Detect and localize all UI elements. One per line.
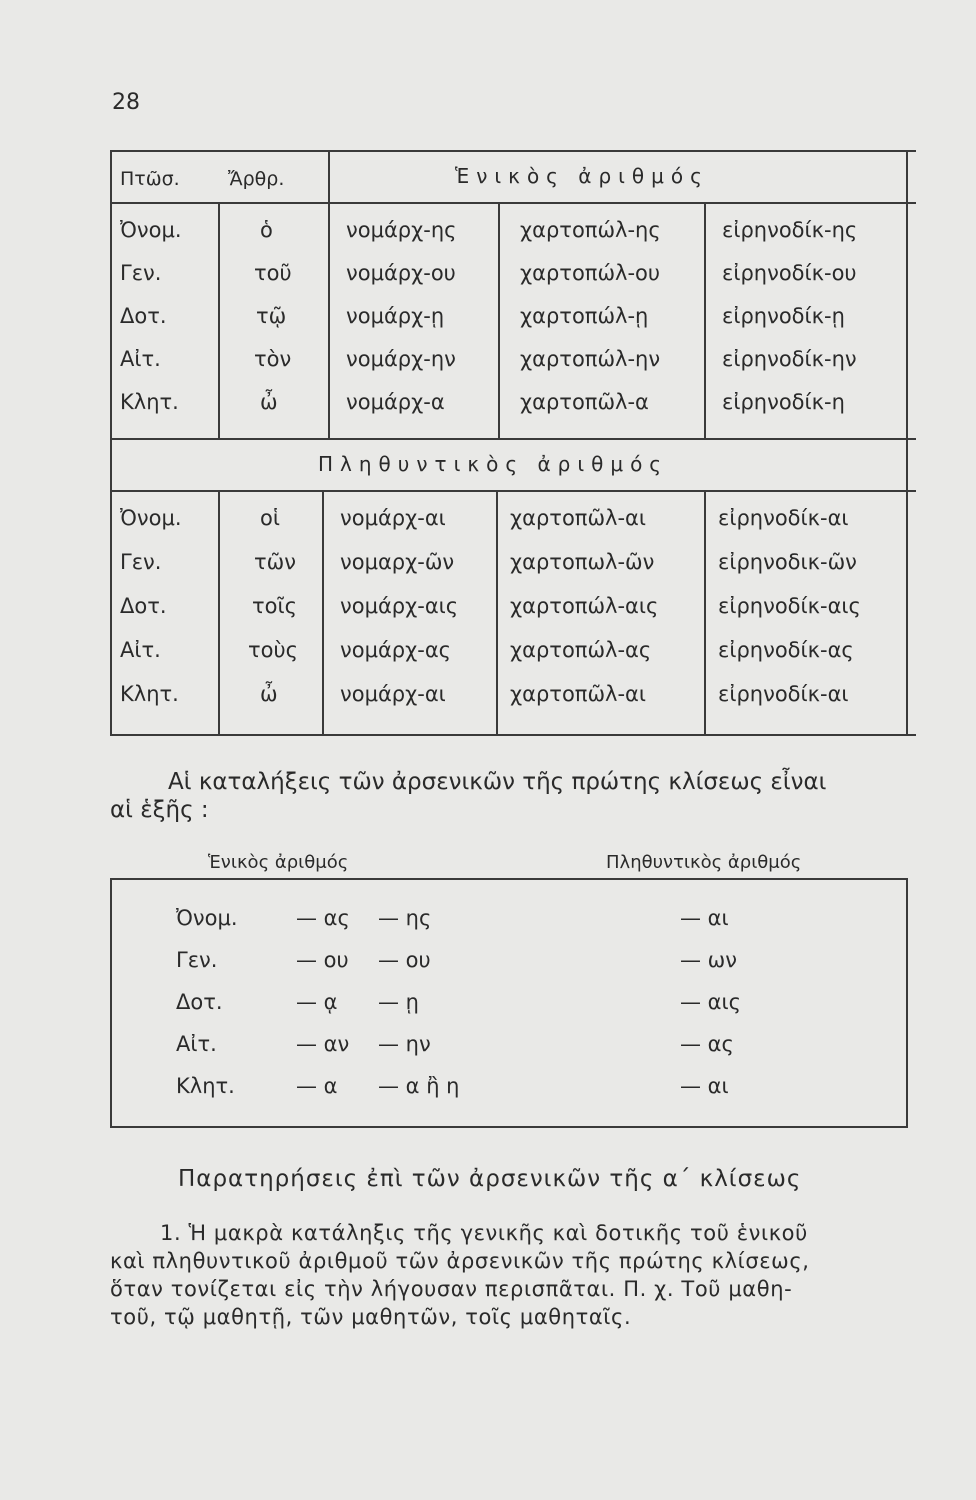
end-case-2: Δοτ. <box>176 990 223 1014</box>
sing-col3-0: εἰρηνοδίκ-ης <box>722 218 858 242</box>
plural-title: Πληθυντικὸς ἀριθμός <box>318 452 669 476</box>
sing-col1-0: νομάρχ-ης <box>346 218 457 242</box>
sing-divider-3 <box>498 202 500 438</box>
endings-intro-line2: αἱ ἑξῆς : <box>110 797 209 823</box>
end-plural-4: — αι <box>680 1074 729 1098</box>
end-sing2-3: — ην <box>378 1032 431 1056</box>
end-case-0: Ὀνομ. <box>176 906 238 930</box>
table-bottom-rule <box>110 734 916 736</box>
observation-line-2: καὶ πληθυντικοῦ ἀριθμοῦ τῶν ἀρσενικῶν τῆς πρώτης κλίσεως, <box>110 1249 810 1273</box>
plur-article-3: τοὺς <box>248 638 298 662</box>
end-case-4: Κλητ. <box>176 1074 235 1098</box>
sing-col3-4: εἰρηνοδίκ-η <box>722 390 845 414</box>
plur-col1-3: νομάρχ-ας <box>340 638 451 662</box>
end-sing1-4: — α <box>296 1074 338 1098</box>
endings-left-border <box>110 878 112 1128</box>
header-bottom-rule <box>110 202 916 204</box>
endings-singular-header: Ἑνικὸς ἀριθμός <box>208 852 349 873</box>
sing-col3-2: εἰρηνοδίκ-ῃ <box>722 304 845 328</box>
plur-case-1: Γεν. <box>120 550 162 574</box>
singular-title: Ἑνικὸς ἀριθμός <box>455 164 709 188</box>
page-number: 28 <box>112 90 140 115</box>
sing-col2-2: χαρτοπώλ-ῃ <box>520 304 649 328</box>
header-case: Πτῶσ. <box>120 168 180 190</box>
singular-bottom-rule <box>110 438 916 440</box>
sing-case-4: Κλητ. <box>120 390 179 414</box>
table-left-border <box>110 150 112 736</box>
sing-article-2: τῷ <box>256 304 287 328</box>
end-case-1: Γεν. <box>176 948 218 972</box>
observation-line-3: ὅταν τονίζεται εἰς τὴν λήγουσαν περισπᾶται. Π. χ. Τοῦ μαθη- <box>110 1277 793 1301</box>
end-sing2-4: — α ἢ η <box>378 1074 460 1098</box>
observation-line-4: τοῦ, τῷ μαθητῇ, τῶν μαθητῶν, τοῖς μαθηταῖς. <box>110 1305 632 1329</box>
end-sing2-1: — ου <box>378 948 431 972</box>
plur-col1-1: νομαρχ-ῶν <box>340 550 455 574</box>
sing-case-2: Δοτ. <box>120 304 167 328</box>
end-sing2-2: — ῃ <box>378 990 419 1014</box>
sing-divider-1 <box>218 202 220 438</box>
sing-article-3: τὸν <box>254 347 292 371</box>
sing-article-0: ὁ <box>260 218 273 242</box>
plur-col2-0: χαρτοπῶλ-αι <box>510 506 646 530</box>
observation-line-1: 1. Ἡ μακρὰ κατάληξις τῆς γενικῆς καὶ δοτικῆς τοῦ ἑνικοῦ <box>160 1221 808 1245</box>
endings-top-rule <box>110 878 908 880</box>
plur-col2-2: χαρτοπώλ-αις <box>510 594 659 618</box>
end-sing2-0: — ης <box>378 906 432 930</box>
end-sing1-0: — ας <box>296 906 350 930</box>
plur-col3-2: εἰρηνοδίκ-αις <box>718 594 861 618</box>
end-sing1-2: — ᾳ <box>296 990 338 1014</box>
sing-case-3: Αἰτ. <box>120 347 161 371</box>
sing-case-0: Ὀνομ. <box>120 218 182 242</box>
end-plural-3: — ας <box>680 1032 734 1056</box>
end-plural-0: — αι <box>680 906 729 930</box>
end-plural-1: — ων <box>680 948 737 972</box>
plur-divider-2 <box>322 490 324 734</box>
sing-col1-1: νομάρχ-ου <box>346 261 456 285</box>
sing-col1-4: νομάρχ-α <box>346 390 445 414</box>
sing-divider-2 <box>328 202 330 438</box>
sing-case-1: Γεν. <box>120 261 162 285</box>
endings-right-border <box>906 878 908 1128</box>
sing-col2-3: χαρτοπώλ-ην <box>520 347 661 371</box>
endings-intro-line1: Αἱ καταλήξεις τῶν ἀρσενικῶν τῆς πρώτης κλίσεως εἶναι <box>168 769 827 795</box>
end-plural-2: — αις <box>680 990 741 1014</box>
sing-article-4: ὦ <box>260 390 278 414</box>
sing-col3-1: εἰρηνοδίκ-ου <box>722 261 857 285</box>
plur-divider-1 <box>218 490 220 734</box>
plur-case-0: Ὀνομ. <box>120 506 182 530</box>
plur-divider-4 <box>704 490 706 734</box>
plur-article-1: τῶν <box>254 550 296 574</box>
end-case-3: Αἰτ. <box>176 1032 217 1056</box>
plur-col2-3: χαρτοπώλ-ας <box>510 638 652 662</box>
table-right-border <box>906 150 908 736</box>
plural-title-bottom-rule <box>110 490 916 492</box>
declension-table <box>110 150 916 736</box>
plur-case-4: Κλητ. <box>120 682 179 706</box>
endings-table <box>110 878 908 1128</box>
plur-col2-4: χαρτοπῶλ-αι <box>510 682 646 706</box>
plur-col1-0: νομάρχ-αι <box>340 506 446 530</box>
endings-plural-header: Πληθυντικὸς ἀριθμός <box>606 852 802 873</box>
endings-bottom-rule <box>110 1126 908 1128</box>
sing-col2-0: χαρτοπώλ-ης <box>520 218 661 242</box>
plur-col3-0: εἰρηνοδίκ-αι <box>718 506 849 530</box>
plur-article-0: οἱ <box>260 506 280 530</box>
plur-col1-4: νομάρχ-αι <box>340 682 446 706</box>
sing-col2-4: χαρτοπῶλ-α <box>520 390 649 414</box>
plur-col3-4: εἰρηνοδίκ-αι <box>718 682 849 706</box>
plur-case-2: Δοτ. <box>120 594 167 618</box>
header-divider <box>328 150 330 202</box>
plur-col3-1: εἰρηνοδικ-ῶν <box>718 550 857 574</box>
sing-col1-2: νομάρχ-ῃ <box>346 304 445 328</box>
sing-col3-3: εἰρηνοδίκ-ην <box>722 347 857 371</box>
plur-col3-3: εἰρηνοδίκ-ας <box>718 638 854 662</box>
sing-col2-1: χαρτοπώλ-ου <box>520 261 661 285</box>
table-top-rule <box>110 150 916 152</box>
plur-col1-2: νομάρχ-αις <box>340 594 459 618</box>
sing-col1-3: νομάρχ-ην <box>346 347 456 371</box>
sing-article-1: τοῦ <box>254 261 292 285</box>
plur-divider-3 <box>496 490 498 734</box>
end-sing1-3: — αν <box>296 1032 350 1056</box>
plur-article-4: ὦ <box>260 682 278 706</box>
plur-col2-1: χαρτοπωλ-ῶν <box>510 550 655 574</box>
header-article: Ἄρθρ. <box>228 168 285 190</box>
sing-divider-4 <box>704 202 706 438</box>
plur-article-2: τοῖς <box>252 594 297 618</box>
observations-title: Παρατηρήσεις ἐπὶ τῶν ἀρσενικῶν τῆς α΄ κλίσεως <box>178 1166 802 1192</box>
plur-case-3: Αἰτ. <box>120 638 161 662</box>
end-sing1-1: — ου <box>296 948 349 972</box>
